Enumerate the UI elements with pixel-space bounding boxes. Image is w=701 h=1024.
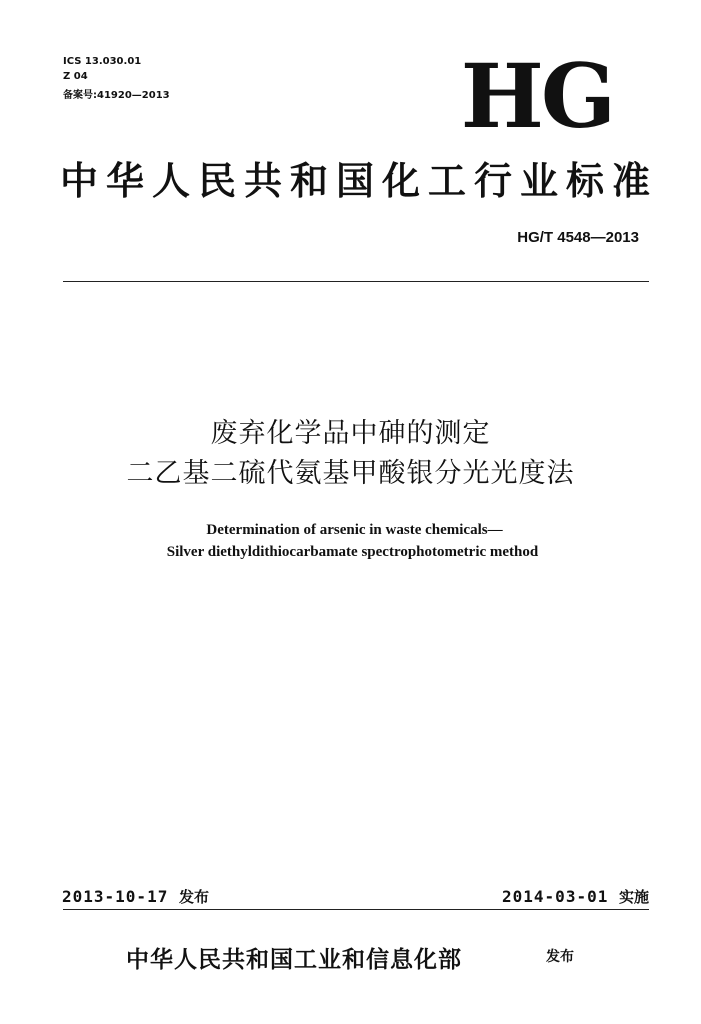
standard-number: HG/T 4548—2013	[517, 229, 639, 246]
classification-code: Z 04	[63, 71, 88, 82]
issue-date-value: 2013-10-17	[62, 887, 169, 906]
record-number: 备案号:41920—2013	[63, 90, 170, 101]
title-cn-line2: 二乙基二硫代氨基甲酸银分光光度法	[126, 458, 575, 489]
top-divider	[63, 281, 649, 282]
implementation-date	[502, 886, 649, 907]
issue-label: 发布	[178, 888, 209, 906]
hg-logo: HG	[460, 44, 613, 148]
bottom-divider	[63, 909, 649, 910]
publisher-suffix: 发布	[546, 949, 574, 965]
implementation-date-value: 2014-03-01	[502, 887, 609, 906]
title-cn-line1: 废弃化学品中砷的测定	[210, 418, 491, 449]
title-en-line2: Silver diethyldithiocarbamate spectrophotometric method	[166, 544, 539, 560]
implementation-label: 实施	[618, 888, 649, 906]
ics-code: ICS 13.030.01	[63, 56, 142, 67]
publisher: 中华人民共和国工业和信息化部	[126, 946, 462, 973]
issue-date	[62, 886, 209, 907]
standard-title: 中华人民共和国化工行业标准	[60, 158, 650, 203]
title-en-line1: Determination of arsenic in waste chemicals—	[206, 522, 503, 538]
